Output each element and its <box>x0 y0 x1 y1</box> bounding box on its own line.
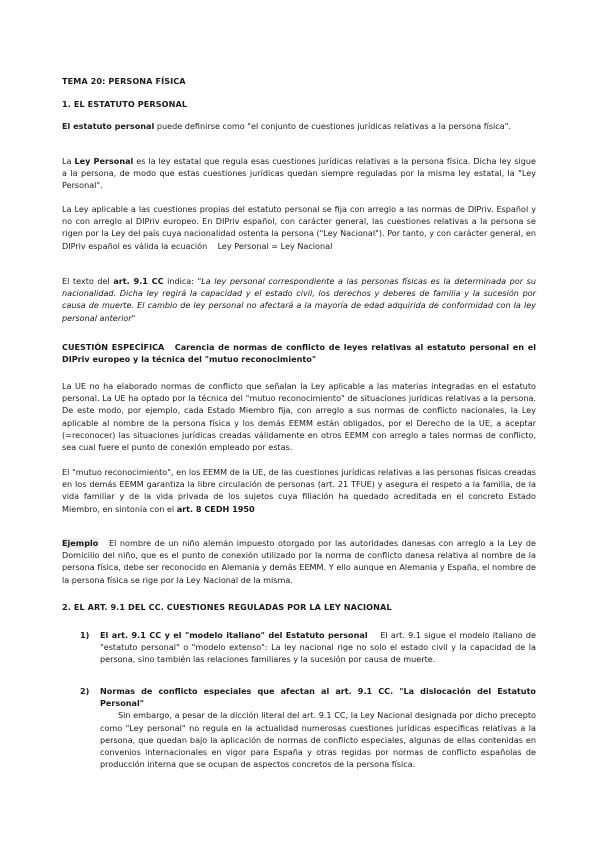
paragraph-text: La <box>62 156 75 166</box>
cuestion-label: CUESTIÓN ESPECÍFICA <box>62 342 165 352</box>
paragraph-ley-personal <box>62 155 536 192</box>
ejemplo-label: Ejemplo <box>62 538 99 548</box>
paragraph-text: El "mutuo reconocimiento", en los EEMM de la UE, de las cuestiones jurídicas relativas a las personas físicas creadas en los demás EEMM garantiza la libre circulación de personas (art. 21 TFUE) y asegura el respeto a la familia, de la vida familiar y de la vida privada de los sujetos cuya filiación ha quedado acreditada en el concreto Estado Miembro, en sintonía con el <box>62 467 536 514</box>
list-item-text: El art. 9.1 sigue el modelo italiano de "estatuto personal" o "modelo extenso": La ley nacional rige no solo el estado civil y la capacidad de la persona, sino también las relaciones familiares y la sucesión por causa de muerte. <box>100 630 536 665</box>
section-heading-estatuto-personal: 1. EL ESTATUTO PERSONAL <box>62 99 188 109</box>
paragraph-ejemplo <box>62 537 536 586</box>
list-item <box>80 629 536 666</box>
list-item <box>80 685 536 770</box>
list-item-text: Sin embargo, a pesar de la dicción literal del art. 9.1 CC, la Ley Nacional designada por dicho precepto como "Ley personal" no regula en la actualidad numerosas cuestiones jurídicas específicas relativas a la persona, que quedan bajo la aplicación de normas de conflicto especiales, algunas de ellas contenidas en convenios internacionales en vigor para España y otras regidas por normas de conflicto españolas de producción interna que se ocupan de aspectos concretos de la persona física. <box>100 710 536 770</box>
paragraph-definicion-estatuto <box>62 120 536 132</box>
paragraph-libre-circulacion <box>62 466 536 515</box>
document-title: TEMA 20: PERSONA FÍSICA <box>62 76 186 86</box>
paragraph-ley-aplicable <box>62 203 536 252</box>
term-ley-personal: Ley Personal <box>74 156 134 166</box>
term-estatuto-personal: El estatuto personal <box>62 121 155 131</box>
article-quote: "La ley personal correspondiente a las personas físicas es la determinada por su nacionalidad. Dicha ley regirá la capacidad y el estado civil, los derechos y deberes de familia y la sucesión por causa de muerte. El cambio de ley personal no afectará a la mayoría de edad adquirida de conformidad con la ley personal anterior" <box>62 276 536 323</box>
paragraph-mutuo-reconocimiento: La UE no ha elaborado normas de conflicto que señalan la Ley aplicable a las materias integradas en el estatuto personal. La UE ha optado por la técnica del "mutuo reconocimiento" de situaciones jurídicas relativas a la persona. De este modo, por ejemplo, cada Estado Miembro fija, con arreglo a sus normas de conflicto nacionales, la Ley aplicable al nombre de la persona física y los demás EEMM están obligados, por el Derecho de la UE, a aceptar (=reconocer) las situaciones jurídicas creadas válidamente en otros EEMM con arreglo a tales normas de conflicto, sea cual fuere el punto de conexión empleado por estas. <box>62 381 536 453</box>
paragraph-text: puede definirse como "el conjunto de cuestiones jurídicas relativas a la persona física". <box>154 121 512 131</box>
paragraph-text: indica: <box>163 276 198 286</box>
paragraph-text: El nombre de un niño alemán impuesto otorgado por las autoridades danesas con arreglo a la Ley de Domicilio del niño, que es el punto de conexión utilizado por la norma de conflicto danesa relativa al nombre de la persona física, debe ser reconocido en Alemania y demás EEMM. Y ello aunque en Alemania y España, el nombre de la persona física se rige por la Ley Nacional de la misma. <box>62 538 537 585</box>
list-item-heading: Normas de conflicto especiales que afectan al art. 9.1 CC. "La dislocación del Estatuto Personal" <box>100 686 536 709</box>
cuestion-text: Carencia de normas de conflicto de leyes relativas al estatuto personal en el DIPriv europeo y la técnica del "mutuo reconocimiento" <box>62 342 537 365</box>
paragraph-text: es la ley estatal que regula esas cuestiones jurídicas relativas a la persona física. Dicha ley sigue a la persona, de modo que estas cuestiones jurídicas quedan siempre reguladas por la misma ley estatal, la "Ley Personal". <box>62 156 537 191</box>
paragraph-text: La Ley aplicable a las cuestiones propias del estatuto personal se fija con arreglo a las normas de DIPriv. Español y no con arreglo al DIPriv europeo. En DIPriv español, con carácter general, las cuestiones relativas a la persona se rigen por la Ley del país cuya nacionalidad ostenta la persona ("Ley Nacional"). Por tanto, y con carácter general, en DIPriv español es válida la ecuación <box>62 204 536 251</box>
list-item-heading: El art. 9.1 CC y el "modelo italiano" del Estatuto personal <box>100 630 368 640</box>
article-reference: art. 9.1 CC <box>113 276 164 286</box>
section-heading-art-9-1: 2. EL ART. 9.1 DEL CC. CUESTIONES REGULADAS POR LA LEY NACIONAL <box>62 602 392 612</box>
list-item-number: 1) <box>80 630 90 640</box>
article-reference: art. 8 CEDH 1950 <box>176 503 255 514</box>
equation: Ley Personal = Ley Nacional <box>217 240 333 251</box>
cuestion-especifica <box>62 341 536 365</box>
paragraph-art-9-1 <box>62 275 536 324</box>
paragraph-text: El texto del <box>62 276 114 286</box>
list-item-number: 2) <box>80 686 90 696</box>
